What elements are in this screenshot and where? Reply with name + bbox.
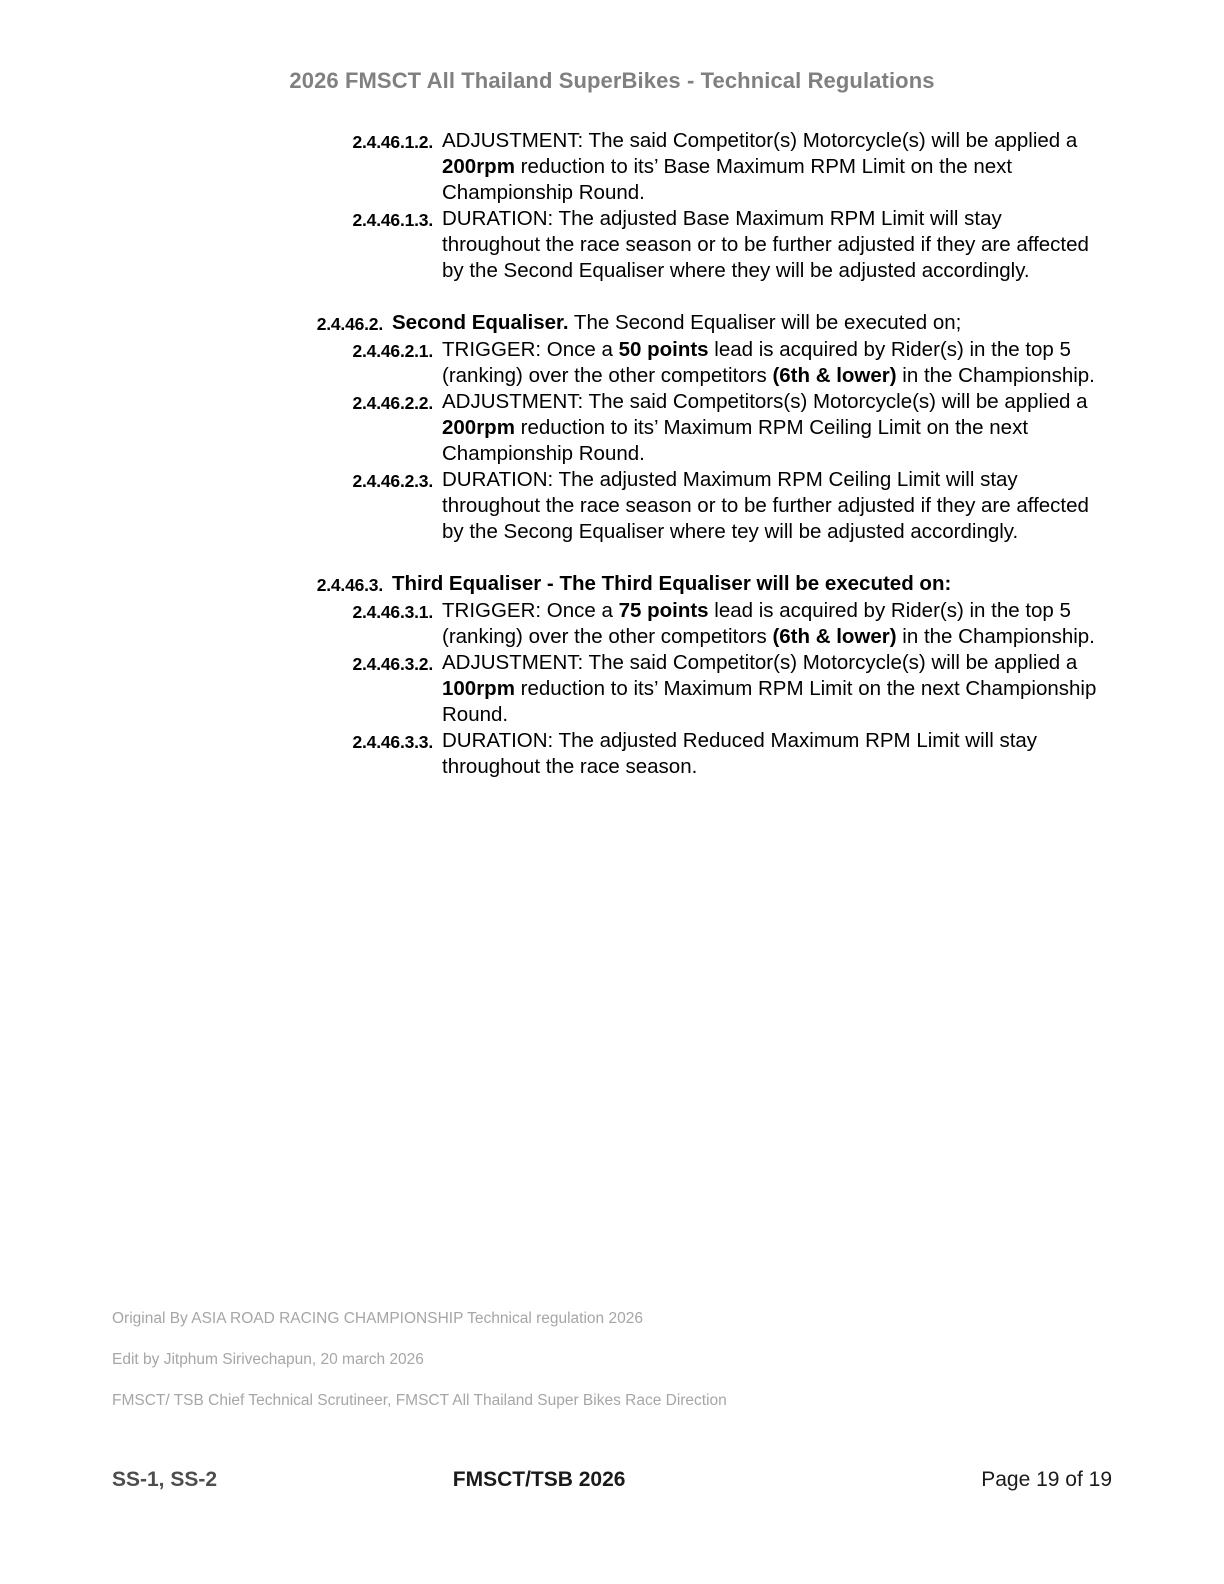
attribution-block [112, 1309, 1012, 1411]
clause-text-emphasis: Third Equaliser - The Third Equaliser will be executed on: [392, 572, 952, 595]
clause-text [433, 467, 1100, 545]
clause-number: 2.4.46.2.2. [352, 393, 433, 413]
clause-text-run: DURATION: The adjusted Maximum RPM Ceiling Limit will stay throughout the race season or to be further adjusted if they are affected by the Secong Equaliser where tey will be adjusted accordingly. [442, 468, 1089, 543]
clause-number: 2.4.46.2. [316, 314, 383, 334]
clause-text-run: in the Championship. [896, 625, 1095, 648]
clause-text-run: ADJUSTMENT: The said Competitors(s) Motorcycle(s) will be applied a [442, 390, 1088, 413]
clause-text-run: The Second Equaliser will be executed on; [568, 311, 962, 334]
clause-2-4-46-2-1 [295, 337, 1100, 389]
clause-text-run: in the Championship. [896, 364, 1095, 387]
clause-text-run: reduction to its’ Maximum RPM Ceiling Limit on the next Championship Round. [442, 416, 1029, 465]
clause-text-run: ADJUSTMENT: The said Competitor(s) Motorcycle(s) will be applied a [442, 129, 1078, 152]
clause-2-4-46-2-3 [295, 467, 1100, 545]
clause-text-run: TRIGGER: Once a [442, 599, 619, 622]
attribution-line: Original By ASIA ROAD RACING CHAMPIONSHIP Technical regulation 2026 [112, 1310, 643, 1327]
clause-text [433, 206, 1100, 284]
clause-2-4-46-3 [258, 571, 1100, 598]
clause-text-emphasis: Second Equaliser. [392, 311, 569, 334]
page-title: 2026 FMSCT All Thailand SuperBikes - Technical Regulations [289, 68, 935, 93]
clause-text-run: reduction to its’ Maximum RPM Limit on the next Championship Round. [442, 677, 1097, 726]
clause-number: 2.4.46.2.1. [352, 341, 433, 361]
clause-2-4-46-3-2 [295, 650, 1100, 728]
clause-2-4-46-2-2 [295, 389, 1100, 467]
clause-text [383, 571, 1100, 597]
clause-text-emphasis: (6th & lower) [772, 625, 897, 648]
clause-text-run: DURATION: The adjusted Base Maximum RPM Limit will stay throughout the race season or to be further adjusted if they are affected by the Second Equaliser where they will be adjusted accordingly. [442, 207, 1089, 282]
attribution-line: Edit by Jitphum Sirivechapun, 20 march 2026 [112, 1351, 424, 1368]
clause-text-run: lead is acquired by Rider(s) in the top 5 (ranking) over the other competitors [442, 599, 1071, 648]
clause-number: 2.4.46.3.3. [352, 732, 433, 752]
clause-text [433, 128, 1100, 206]
clause-text-emphasis: 50 points [618, 338, 709, 361]
clause-number: 2.4.46.1.3. [352, 210, 433, 230]
clause-text-run: DURATION: The adjusted Reduced Maximum RPM Limit will stay throughout the race season. [442, 729, 1038, 778]
attribution-line: FMSCT/ TSB Chief Technical Scrutineer, FMSCT All Thailand Super Bikes Race Direction [112, 1392, 727, 1409]
clause-text [383, 310, 1100, 336]
clause-text [433, 337, 1100, 389]
clause-text-emphasis: 200rpm [442, 416, 515, 439]
clause-number: 2.4.46.1.2. [352, 132, 433, 152]
clause-2-4-46-2 [258, 310, 1100, 337]
clause-text [433, 389, 1100, 467]
clause-number: 2.4.46.2.3. [352, 471, 433, 491]
regulation-clause-list [250, 128, 1100, 780]
clause-2-4-46-3-3 [295, 728, 1100, 780]
clause-text-run: TRIGGER: Once a [442, 338, 619, 361]
clause-text-emphasis: 75 points [618, 599, 709, 622]
clause-text [433, 650, 1100, 728]
footer-organisation: FMSCT/TSB 2026 [452, 1468, 626, 1491]
clause-number: 2.4.46.3.1. [352, 602, 433, 622]
clause-2-4-46-3-1 [295, 598, 1100, 650]
clause-text [433, 598, 1100, 650]
clause-text-emphasis: (6th & lower) [772, 364, 897, 387]
clause-2-4-46-1-2 [295, 128, 1100, 206]
clause-number: 2.4.46.3. [316, 575, 383, 595]
clause-text [433, 728, 1100, 780]
clause-number: 2.4.46.3.2. [352, 654, 433, 674]
clause-text-run: lead is acquired by Rider(s) in the top 5 (ranking) over the other competitors [442, 338, 1071, 387]
clause-text-run: ADJUSTMENT: The said Competitor(s) Motorcycle(s) will be applied a [442, 651, 1078, 674]
footer-class-codes: SS-1, SS-2 [112, 1468, 218, 1491]
clause-2-4-46-1-3 [295, 206, 1100, 284]
footer-page-number: Page 19 of 19 [981, 1468, 1112, 1491]
clause-text-emphasis: 200rpm [442, 155, 515, 178]
page-footer [112, 1468, 1112, 1492]
clause-text-run: reduction to its’ Base Maximum RPM Limit on the next Championship Round. [442, 155, 1013, 204]
clause-text-emphasis: 100rpm [442, 677, 515, 700]
